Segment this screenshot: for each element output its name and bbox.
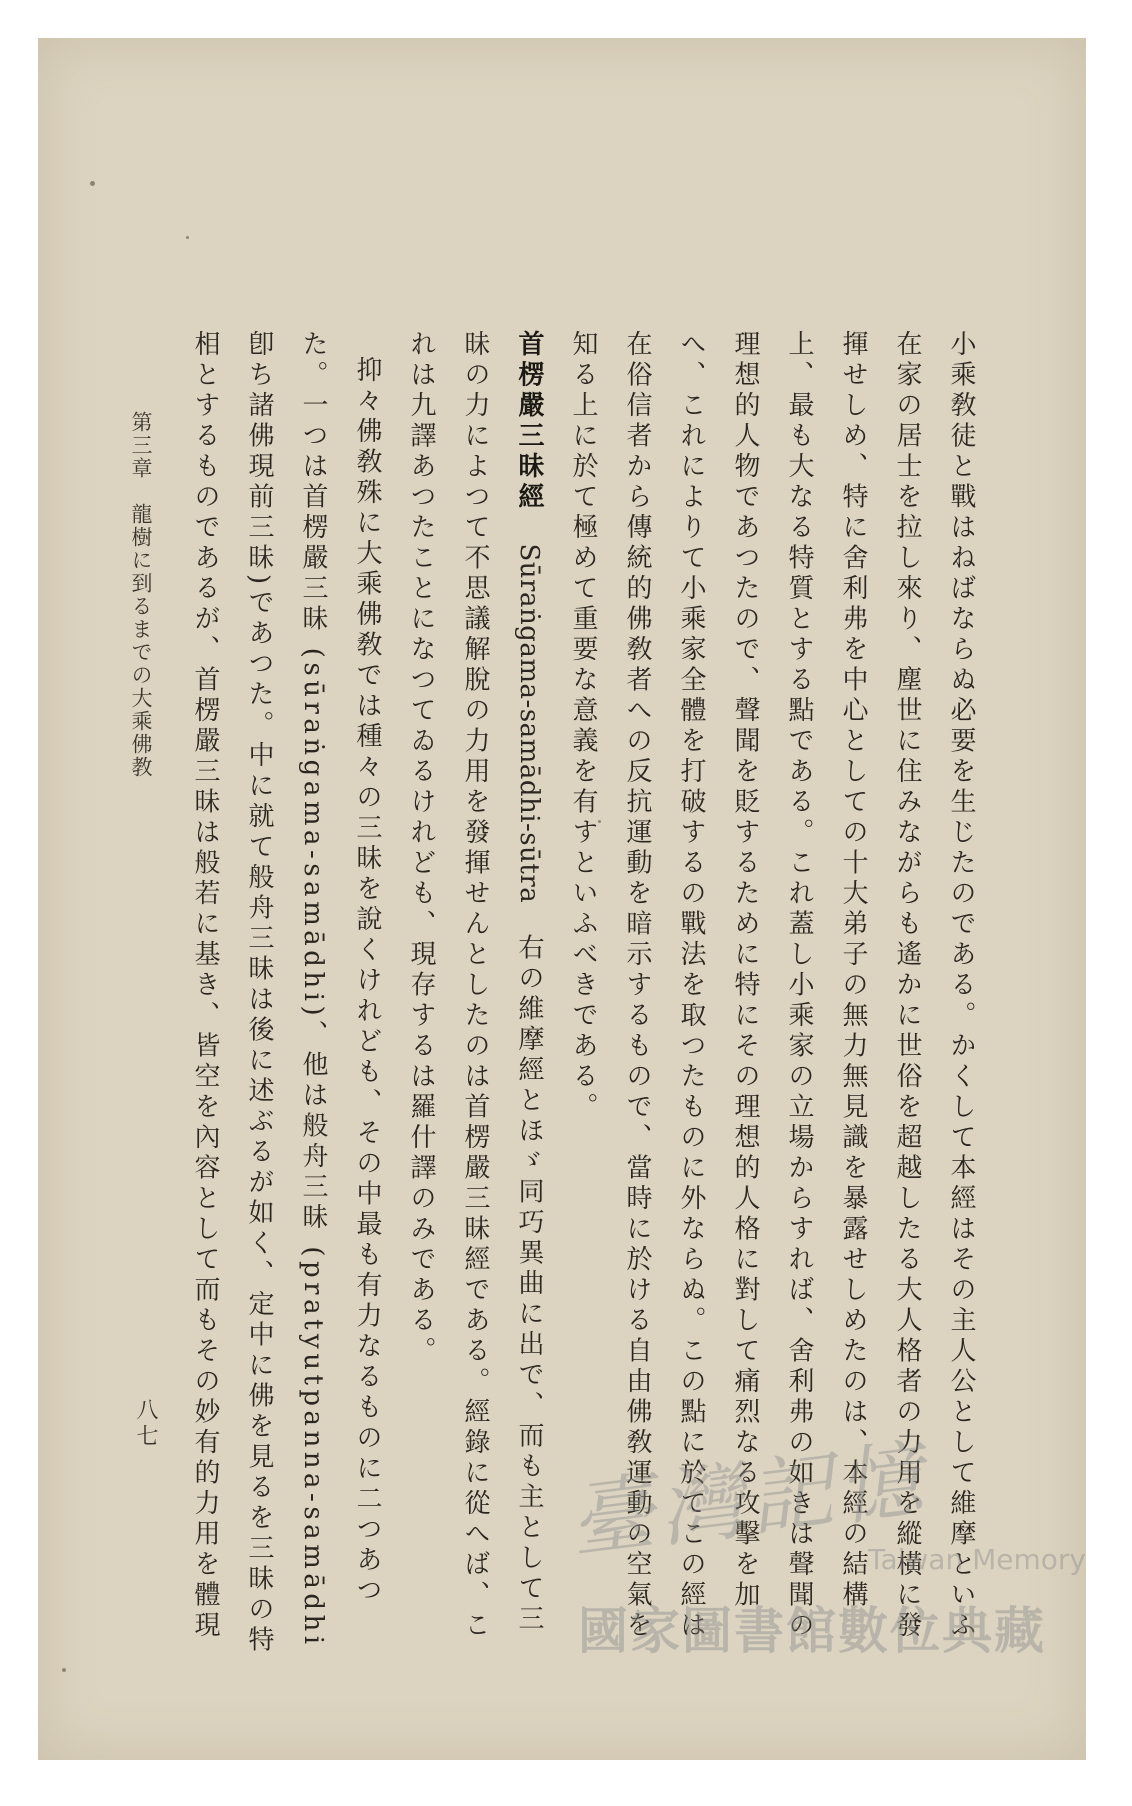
- paragraph-2: [394, 330, 556, 1660]
- paragraph-3: [188, 330, 394, 1660]
- book-page: [38, 38, 1086, 1760]
- paragraph-1: [556, 330, 988, 1660]
- paper-speck: [186, 236, 189, 239]
- body-text: [188, 330, 988, 1660]
- watermark-english: Taiwan Memory: [868, 1543, 1086, 1576]
- page-number: 八七: [133, 1398, 158, 1450]
- paper-speck: [90, 181, 95, 186]
- paragraph-2-text: 右の維摩經とほゞ同巧異曲に出で、而も主として三昧の力によつて不思議解脫の力用を發揮せんとしたのは首楞嚴三昧經である。經錄に從へば、これは九譯あつたことになつてゐるけれども、現存するは羅什譯のみである。: [406, 330, 544, 1642]
- paragraph-1-text: 小乘敎徒と戰はねばならぬ必要を生じたのである。かくして本經はその主人公として維摩といふ在家の居士を拉し來り、塵世に住みながらも遙かに世俗を超越したる大人格者の力用を縱橫に發揮せしめ、特に舍利弗を中心としての十大弟子の無力無見識を暴露せしめたのは、本經の結構上、最も大なる特質とする點である。これ蓋し小乘家の立場からすれば、舍利弗の如きは聲聞の理想的人物であつたので、聲聞を貶するために特にその理想的人格に對して痛烈なる攻擊を加へ、これによりて小乘家全體を打破するの戰法を取つたものに外ならぬ。この點に於てこの經は在俗信者から傳統的佛敎者への反抗運動を暗示するもので、當時に於ける自由佛敎運動の空氣を知る上に於て極めて重要な意義を有すといふべきである。: [568, 330, 976, 1642]
- paragraph-3-text: 抑々佛敎殊に大乘佛敎では種々の三昧を說くけれども、その中最も有力なるものに二つあつた。一つは首楞嚴三昧 (sūraṅgama-samādhi)、他は般舟三昧 (pratyutpanna-samādhi 卽ち諸佛現前三昧)であつた。中に就て般舟三昧は後に述ぶるが如く、定中に佛を見るを三昧の特相とするものであるが、首楞嚴三昧は般若に基き、皆空を內容として而もその妙有的力用を體現: [190, 330, 382, 1657]
- paper-speck: [62, 1668, 66, 1672]
- sanskrit-title: Sūraṅgama-samādhi-sūtra: [514, 543, 544, 904]
- paper-speck: [598, 820, 601, 823]
- section-heading: 首楞嚴三昧經: [514, 330, 544, 513]
- watermark-institution: 國家圖書館數位典藏: [578, 1602, 1046, 1660]
- running-title: 第三章 龍樹に到るまでの大乘佛教: [129, 411, 153, 779]
- watermark-script: 臺灣記憶: [564, 1429, 934, 1571]
